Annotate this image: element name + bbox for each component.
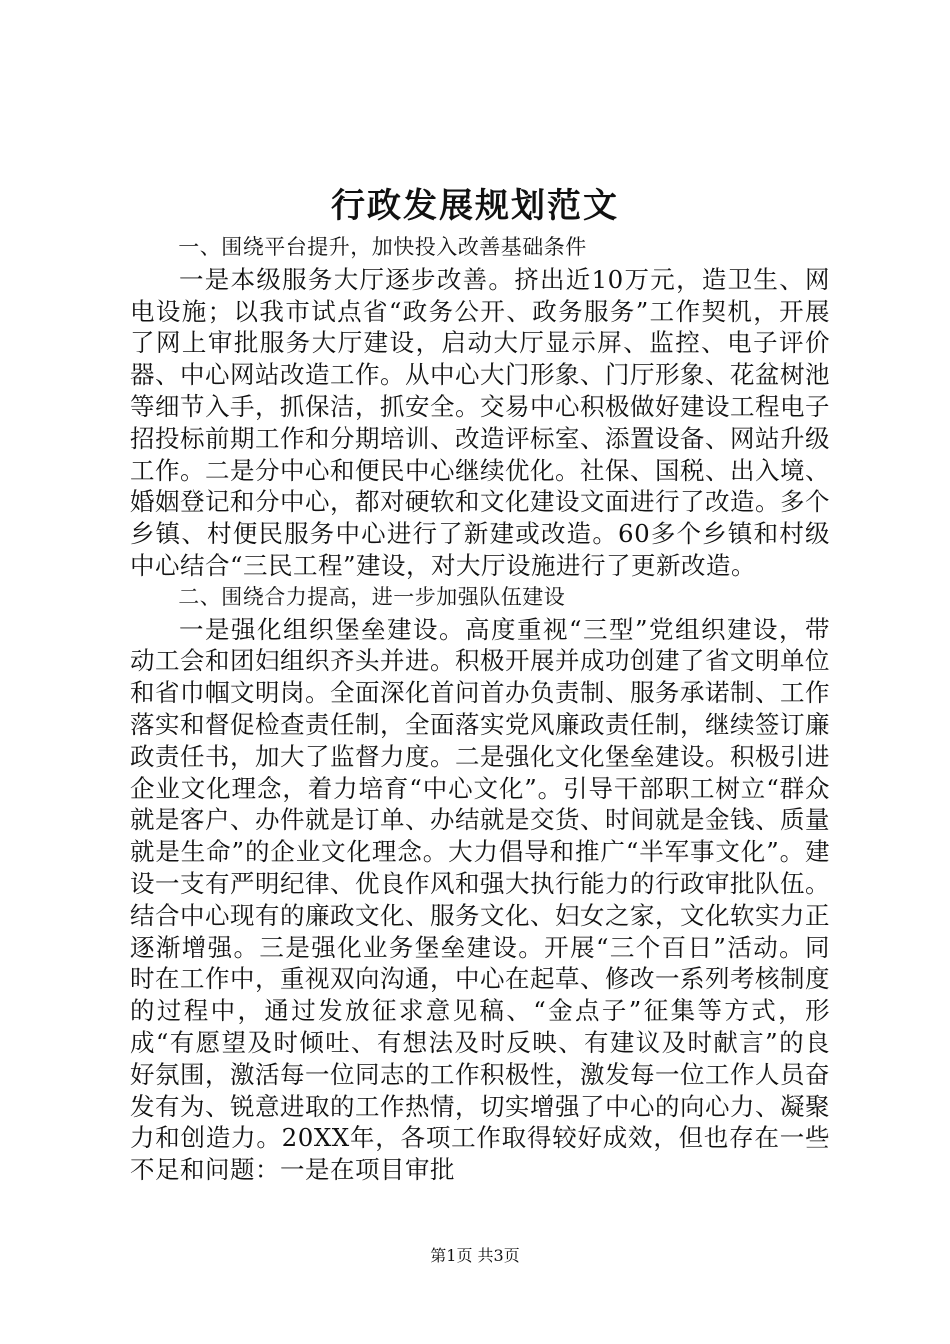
document-body — [130, 232, 830, 1186]
section-heading-1: 一、围绕平台提升，加快投入改善基础条件 — [178, 235, 587, 259]
section-paragraph-2: 一是强化组织堡垒建设。高度重视“三型”党组织建设，带动工会和团妇组织齐头并进。积极开展并成功创建了省文明单位和省巾帼文明岗。全面深化首问首办负责制、服务承诺制、工作落实和督促检查责任制，全面落实党风廉政责任制，继续签订廉政责任书，加大了监督力度。二是强化文化堡垒建设。积极引进企业文化理念，着力培育“中心文化”。引导干部职工树立“群众就是客户、办件就是订单、办结就是交货、时间就是金钱、质量就是生命”的企业文化理念。大力倡导和推广“半军事文化”。建设一支有严明纪律、优良作风和强大执行能力的行政审批队伍。结合中心现有的廉政文化、服务文化、妇女之家，文化软实力正逐渐增强。三是强化业务堡垒建设。开展“三个百日”活动。同时在工作中，重视双向沟通，中心在起草、修改一系列考核制度的过程中，通过发放征求意见稿、“金点子”征集等方式，形成“有愿望及时倾吐、有想法及时反映、有建议及时献言”的良好氛围，激活每一位同志的工作积极性，激发每一位工作人员奋发有为、锐意进取的工作热情，切实增强了中心的向心力、凝聚力和创造力。20XX年，各项工作取得较好成效，但也存在一些不足和问题：一是在项目审批 — [130, 614, 830, 1185]
document-title: 行政发展规划范文 — [331, 186, 619, 226]
page-number-footer: 第1页 共3页 — [430, 1246, 520, 1265]
section-heading-2: 二、围绕合力提高，进一步加强队伍建设 — [178, 584, 566, 609]
section-paragraph-1: 一是本级服务大厅逐步改善。挤出近10万元，造卫生、网电设施；以我市试点省“政务公开、政务服务”工作契机，开展了网上审批服务大厅建设，启动大厅显示屏、监控、电子评价器、中心网站改造工作。从中心大门形象、门厅形象、花盆树池等细节入手，抓保洁，抓安全。交易中心积极做好建设工程电子招投标前期工作和分期培训、改造评标室、添置设备、网站升级工作。二是分中心和便民中心继续优化。社保、国税、出入境、婚姻登记和分中心，都对硬软和文化建设文面进行了改造。多个乡镇、村便民服务中心进行了新建或改造。60多个乡镇和村级中心结合“三民工程”建设，对大厅设施进行了更新改造。 — [130, 264, 830, 580]
